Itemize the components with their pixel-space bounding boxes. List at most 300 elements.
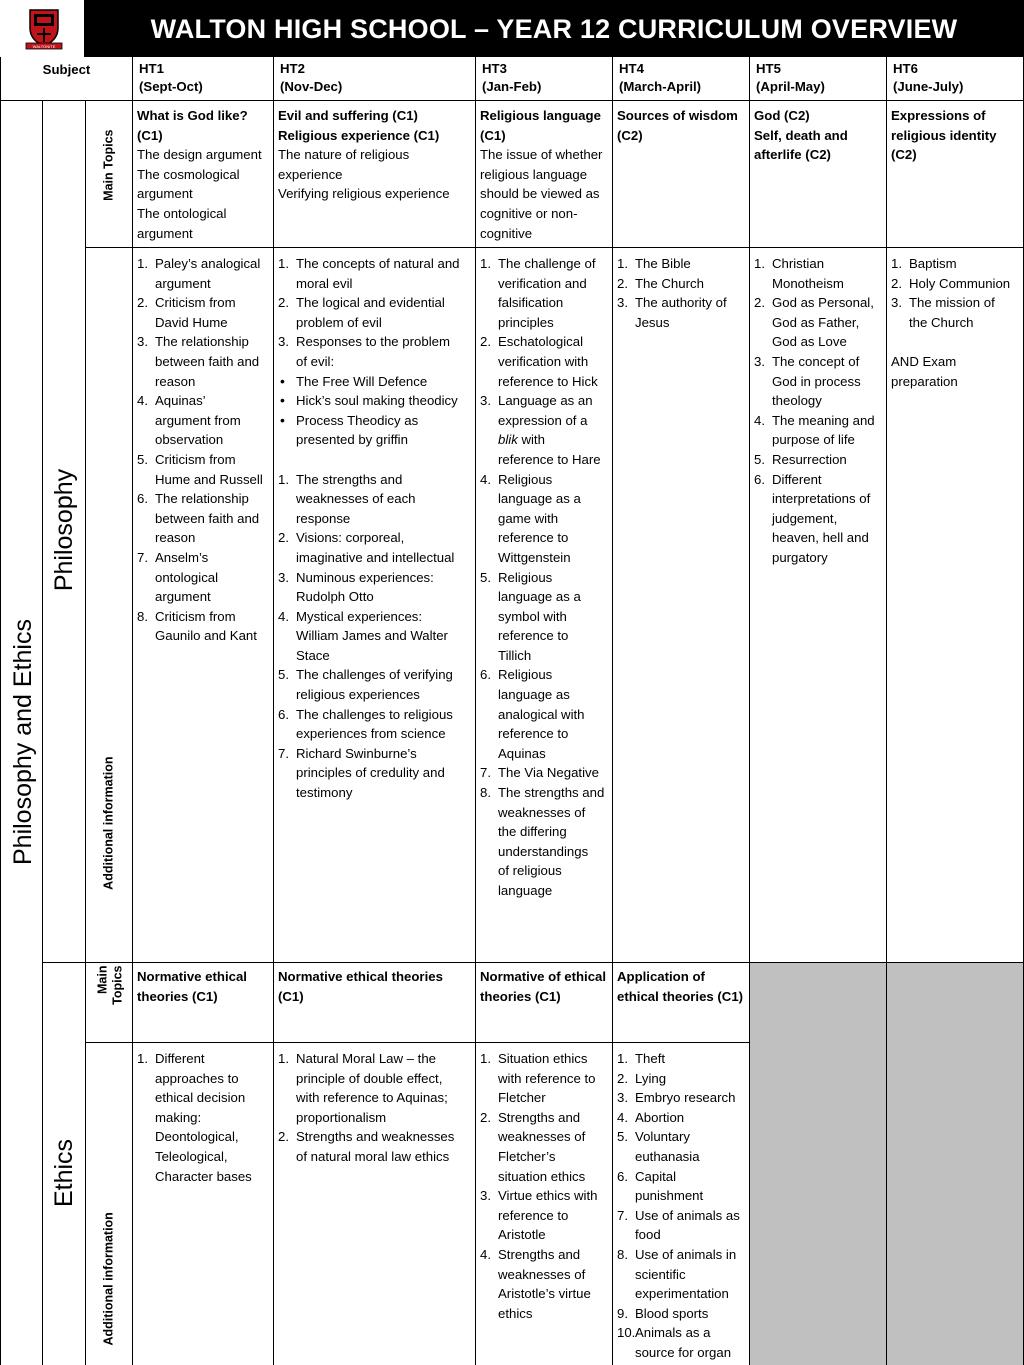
list-item [137, 1049, 269, 1186]
list-line: experiences from science [296, 726, 446, 742]
list-item [480, 783, 608, 901]
topic-title: What is God like? [137, 108, 248, 123]
list-number: 3. [754, 353, 765, 369]
topic-line: The issue of whether [480, 147, 603, 163]
list-item: • The Free Will Defence [278, 372, 471, 392]
topic-title: afterlife (C2) [754, 147, 831, 163]
list-item [278, 665, 471, 704]
list-item [278, 705, 471, 744]
note-line: preparation [891, 373, 958, 389]
topic-title: Normative ethical [137, 969, 247, 984]
list-item [617, 1088, 745, 1108]
list-number: 1. [480, 1051, 491, 1066]
list-line: language as a [498, 491, 581, 507]
list-line: Stace [296, 647, 330, 663]
list-item [137, 548, 269, 607]
list-line: expression of a [498, 412, 588, 428]
list-item [617, 1167, 745, 1206]
list-line: language as [498, 687, 570, 703]
list-number: 5. [480, 569, 491, 585]
list-line: Gaunilo and Kant [155, 628, 257, 644]
list-line: Capital [635, 1168, 677, 1184]
list-line: Strengths and [498, 1109, 581, 1125]
topic-title: (C2) [891, 147, 917, 163]
list-line: reference to [498, 530, 569, 546]
list-line: Religious [498, 569, 553, 585]
list-item [617, 254, 745, 274]
list-line: argument [155, 275, 211, 291]
topic-title: God (C2) [754, 108, 810, 123]
main-topics-label: Main Topics [101, 129, 116, 201]
numbered-list [480, 1049, 608, 1323]
school-crest-icon [20, 6, 68, 52]
list-line: reason [155, 530, 196, 546]
ht2-dates: (Nov-Dec) [280, 79, 343, 94]
list-line: testimony [296, 785, 353, 801]
list-line: The Church [635, 275, 704, 291]
list-number: 7. [617, 1207, 628, 1223]
topic-line: The nature of religious [278, 147, 410, 163]
list-line: Richard Swinburne’s [296, 745, 417, 761]
list-line: Responses to the problem [296, 334, 450, 350]
list-item [891, 293, 1019, 332]
topic-line: religious language [480, 166, 588, 182]
list-item [480, 332, 608, 391]
list-item [480, 470, 608, 568]
list-line: principle of double effect, [296, 1070, 443, 1086]
list-line: The meaning and [772, 412, 875, 428]
list-item [137, 450, 269, 489]
list-number: 2. [137, 295, 148, 311]
list-item [278, 744, 471, 803]
list-line: The strengths and [498, 785, 605, 801]
list-line: Visions: corporeal, [296, 530, 405, 546]
phil-main-ht2 [274, 101, 476, 248]
list-line: of religious [498, 863, 562, 879]
list-item [278, 332, 471, 371]
list-number: 1. [617, 256, 628, 271]
list-line: with reference to Aquinas; [296, 1090, 448, 1106]
numbered-list [617, 254, 745, 332]
list-line: argument from [155, 412, 241, 428]
list-line: the differing [498, 824, 567, 840]
list-number: 3. [891, 295, 902, 311]
list-line: approaches to [155, 1070, 239, 1086]
list-line: Natural Moral Law – the [296, 1051, 437, 1066]
list-number: 4. [617, 1109, 628, 1125]
list-number: 1. [891, 256, 902, 271]
row-label-additional [86, 248, 133, 963]
phil-add-ht5 [750, 248, 887, 963]
list-line: Anselm’s [155, 549, 209, 565]
list-item [754, 470, 882, 568]
list-number: 4. [480, 471, 491, 487]
list-line: Resurrection [772, 451, 847, 467]
list-number: 2. [278, 295, 289, 311]
list-item [617, 1304, 745, 1324]
topic-title: (C1) [480, 127, 506, 143]
list-number: 2. [617, 1070, 628, 1086]
page-header [0, 0, 1024, 57]
list-number: 2. [480, 1109, 491, 1125]
list-item [617, 1323, 745, 1362]
list-number: 3. [480, 393, 491, 409]
list-line: Wittgenstein [498, 549, 571, 565]
italic-term: blik [498, 432, 518, 448]
list-line: of natural moral law ethics [296, 1148, 450, 1164]
list-line: The challenge of [498, 256, 596, 271]
list-line: Religious [498, 667, 553, 683]
list-number: 6. [137, 491, 148, 507]
ht1-dates: (Sept-Oct) [139, 79, 203, 94]
list-number: 4. [278, 608, 289, 624]
list-line: verification with [498, 353, 589, 369]
list-item [480, 391, 608, 469]
list-line: religious experiences [296, 687, 420, 703]
list-number: 2. [480, 334, 491, 350]
list-number: 4. [480, 1246, 491, 1262]
list-line: experimentation [635, 1286, 729, 1302]
list-line: Aquinas [498, 745, 546, 761]
list-number: 2. [278, 530, 289, 546]
list-line: Religious [498, 471, 553, 487]
numbered-list [278, 470, 471, 803]
list-number: 5. [278, 667, 289, 683]
philosophy-label: Philosophy [50, 468, 78, 592]
list-line: Language as an [498, 393, 593, 409]
list-line: Theft [635, 1051, 666, 1066]
topic-title: Self, death and [754, 127, 848, 143]
topic-title: ethical theories (C1) [617, 988, 744, 1004]
list-number: 1. [754, 256, 765, 271]
topic-title: (C1) [278, 988, 304, 1004]
list-number: 1. [617, 1051, 628, 1066]
list-number: 6. [754, 471, 765, 487]
list-line: Lying [635, 1070, 667, 1086]
ethics-topics-label: Topics [110, 965, 125, 1005]
phil-main-ht5 [750, 101, 887, 248]
list-line: reason [155, 373, 196, 389]
list-line: the Church [909, 314, 974, 330]
list-number: 1. [137, 256, 148, 271]
ht1-code: HT1 [139, 61, 164, 76]
list-number: 6. [617, 1168, 628, 1184]
row-label-ethics-additional [86, 1043, 133, 1365]
list-item [278, 607, 471, 666]
numbered-list [137, 1049, 269, 1186]
list-number: 3. [480, 1188, 491, 1204]
list-line: Different [155, 1051, 205, 1066]
list-line: Christian [772, 256, 825, 271]
list-item [278, 528, 471, 567]
list-item [480, 1186, 608, 1245]
list-line: Strengths and weaknesses [296, 1129, 455, 1145]
list-number: 4. [137, 393, 148, 409]
list-line: The authority of [635, 295, 727, 311]
header-ht1 [133, 57, 274, 101]
phil-add-ht4 [613, 248, 750, 963]
topic-title: theories (C1) [137, 988, 218, 1004]
list-line: Animals as a [635, 1325, 711, 1341]
list-item: • Hick’s soul making theodicy [278, 391, 471, 411]
eth-empty-ht5 [750, 963, 887, 1365]
list-item [278, 1127, 471, 1166]
list-line: language [498, 883, 553, 898]
list-item [754, 411, 882, 450]
list-item [480, 1108, 608, 1186]
list-item: • Process Theodicy as presented by griffin [278, 411, 471, 450]
list-line: Virtue ethics with [498, 1188, 598, 1204]
list-line: ontological [155, 569, 219, 585]
list-line: Strengths and [498, 1246, 581, 1262]
list-line: Use of animals in [635, 1246, 737, 1262]
numbered-list [278, 254, 471, 372]
eth-main-ht4 [613, 963, 750, 1043]
list-line: The logical and evidential [296, 295, 445, 311]
list-line: Baptism [909, 256, 957, 271]
topic-line: should be viewed as [480, 186, 600, 202]
list-item [891, 254, 1019, 274]
list-line: problem of evil [296, 314, 382, 330]
list-item [480, 568, 608, 666]
list-item [891, 274, 1019, 294]
page-title: WALTON HIGH SCHOOL – YEAR 12 CURRICULUM OVERVIEW [150, 14, 958, 44]
topic-title: Expressions of [891, 108, 986, 123]
list-item [617, 274, 745, 294]
list-item [754, 352, 882, 411]
list-item [278, 254, 471, 293]
list-item [137, 391, 269, 450]
list-line: food [635, 1227, 661, 1243]
list-item [137, 293, 269, 332]
list-item [278, 293, 471, 332]
list-line: Numinous experiences: [296, 569, 434, 585]
topic-title: (C2) [617, 127, 643, 143]
topic-line: argument [137, 225, 193, 241]
list-line: euthanasia [635, 1148, 700, 1164]
list-line: The concepts of natural and [296, 256, 460, 271]
eth-main-ht3 [476, 963, 613, 1043]
list-number: 8. [617, 1246, 628, 1262]
logo-area [0, 0, 84, 57]
topic-line: The cosmological [137, 166, 240, 182]
eth-main-ht1 [133, 963, 274, 1043]
list-item [617, 1069, 745, 1089]
list-line: observation [155, 432, 224, 448]
topic-title: Sources of wisdom [617, 108, 738, 123]
list-item [137, 489, 269, 548]
list-line: The concept of [772, 353, 860, 369]
list-line: purpose of life [772, 432, 855, 448]
list-line: Teleological, [155, 1148, 228, 1164]
ethics-main-label: Main [95, 965, 110, 994]
list-line: with reference to [498, 1070, 596, 1086]
list-line: analogical with [498, 706, 585, 722]
topic-title: theories (C1) [480, 988, 561, 1004]
topic-title: Application of [617, 969, 705, 984]
list-number: 5. [754, 451, 765, 467]
phil-add-ht3 [476, 248, 613, 963]
list-item [480, 763, 608, 783]
list-line: reference to [498, 726, 569, 742]
ht3-dates: (Jan-Feb) [482, 79, 542, 94]
list-item [278, 470, 471, 529]
list-line: ethics [498, 1305, 533, 1321]
header-ht4 [613, 57, 750, 101]
philosophy-cell [43, 101, 86, 963]
phil-add-ht1 [133, 248, 274, 963]
list-line: Voluntary [635, 1129, 690, 1145]
list-number: 1. [480, 256, 491, 271]
list-line: verification and [498, 275, 587, 291]
additional-info-label: Additional information [101, 756, 116, 890]
list-line [498, 430, 608, 450]
phil-add-ht2 [274, 248, 476, 963]
list-line: purgatory [772, 549, 828, 565]
list-line: Paley’s analogical [155, 256, 261, 271]
topic-line: The design argument [137, 147, 262, 163]
eth-add-ht3 [476, 1043, 613, 1365]
list-line: Mystical experiences: [296, 608, 423, 624]
topic-title: (C1) [137, 127, 163, 143]
ht5-code: HT5 [756, 61, 781, 76]
list-item [617, 1206, 745, 1245]
ht3-code: HT3 [482, 61, 507, 76]
list-number: 4. [754, 412, 765, 428]
numbered-list [617, 1049, 745, 1363]
list-item [617, 1049, 745, 1069]
list-line: Holy Communion [909, 275, 1011, 291]
list-line: Criticism from [155, 608, 236, 624]
list-line: of evil: [296, 353, 335, 369]
list-line: God as Father, [772, 314, 860, 330]
numbered-list [480, 254, 608, 901]
list-item [278, 1049, 471, 1127]
list-number: 2. [617, 275, 628, 291]
list-line: understandings [498, 843, 589, 859]
list-line: heaven, hell and [772, 530, 869, 546]
list-line: Tillich [498, 647, 532, 663]
list-number: 8. [480, 785, 491, 801]
list-line: Use of animals as [635, 1207, 740, 1223]
list-item [137, 254, 269, 293]
eth-add-ht2 [274, 1043, 476, 1365]
list-number: 3. [278, 569, 289, 585]
ht6-code: HT6 [893, 61, 918, 76]
list-number: 2. [754, 295, 765, 311]
list-number: 1. [278, 256, 289, 271]
list-line: situation ethics [498, 1168, 586, 1184]
list-line: judgement, [772, 510, 838, 526]
list-line: reference to Hick [498, 373, 598, 389]
list-line: Abortion [635, 1109, 685, 1125]
list-line: Rudolph Otto [296, 589, 374, 605]
list-item [617, 1127, 745, 1166]
list-line: The Via Negative [498, 765, 599, 781]
list-line: proportionalism [296, 1109, 387, 1125]
header-ht2 [274, 57, 476, 101]
list-line: God as Love [772, 334, 847, 350]
header-subject [0, 57, 133, 101]
list-line: David Hume [155, 314, 228, 330]
list-line: The Bible [635, 256, 691, 271]
list-number: 3. [278, 334, 289, 350]
ethics-additional-label: Additional information [101, 1212, 116, 1346]
topic-title: Religious language [480, 108, 601, 123]
list-line: interpretations of [772, 491, 871, 507]
list-number: 7. [480, 765, 491, 781]
list-line: imaginative and intellectual [296, 549, 455, 565]
ht2-code: HT2 [280, 61, 305, 76]
list-line: Criticism from [155, 295, 236, 311]
subject-name: Philosophy and Ethics [9, 619, 37, 865]
list-line: game with [498, 510, 559, 526]
ethics-cell [43, 963, 86, 1365]
phil-add-ht6 [887, 248, 1024, 963]
bullet-list [278, 372, 471, 450]
list-line: weaknesses of [498, 1266, 586, 1282]
phil-main-ht1 [133, 101, 274, 248]
header-ht5 [750, 57, 887, 101]
list-line: reference to [498, 628, 569, 644]
list-line: reference to [498, 1207, 569, 1223]
list-line: Situation ethics [498, 1051, 588, 1066]
list-line: The strengths and [296, 471, 403, 487]
list-line: Deontological, [155, 1129, 239, 1145]
list-line: weaknesses of [498, 804, 586, 820]
list-line: Fletcher [498, 1090, 546, 1106]
topic-line: cognitive or non- [480, 205, 578, 221]
numbered-list [278, 1049, 471, 1167]
list-line: between faith and [155, 353, 260, 369]
list-number: 3. [137, 334, 148, 350]
list-line: scientific [635, 1266, 686, 1282]
note-line: AND Exam [891, 353, 957, 369]
list-line: Jesus [635, 314, 670, 330]
ht5-dates: (April-May) [756, 79, 825, 94]
eth-empty-ht6 [887, 963, 1024, 1365]
list-line: between faith and [155, 510, 260, 526]
list-line: falsification [498, 295, 564, 311]
list-line: making: [155, 1109, 202, 1125]
list-item [617, 1108, 745, 1128]
list-line: The challenges to religious [296, 706, 453, 722]
topic-title: Normative of ethical [480, 969, 607, 984]
topic-line: argument [137, 186, 193, 202]
list-line: Eschatological [498, 334, 584, 350]
list-line: ethical decision [155, 1090, 246, 1106]
list-line: weaknesses of each [296, 491, 416, 507]
topic-title: Normative ethical theories [278, 969, 443, 984]
list-number: 5. [137, 451, 148, 467]
list-item [480, 1049, 608, 1108]
list-number: 7. [137, 549, 148, 565]
list-number: 1. [137, 1051, 148, 1066]
list-item [480, 254, 608, 332]
ht6-dates: (June-July) [893, 79, 964, 94]
list-item [754, 293, 882, 352]
numbered-list [754, 254, 882, 568]
list-line: The relationship [155, 491, 249, 507]
list-number: 2. [891, 275, 902, 291]
phil-main-ht6 [887, 101, 1024, 248]
row-label-main-topics [86, 101, 133, 248]
list-line-rest: with [517, 432, 545, 448]
list-line: Different [772, 471, 822, 487]
list-line: language as a [498, 589, 581, 605]
list-line: God in process [772, 373, 861, 389]
phil-main-ht4 [613, 101, 750, 248]
